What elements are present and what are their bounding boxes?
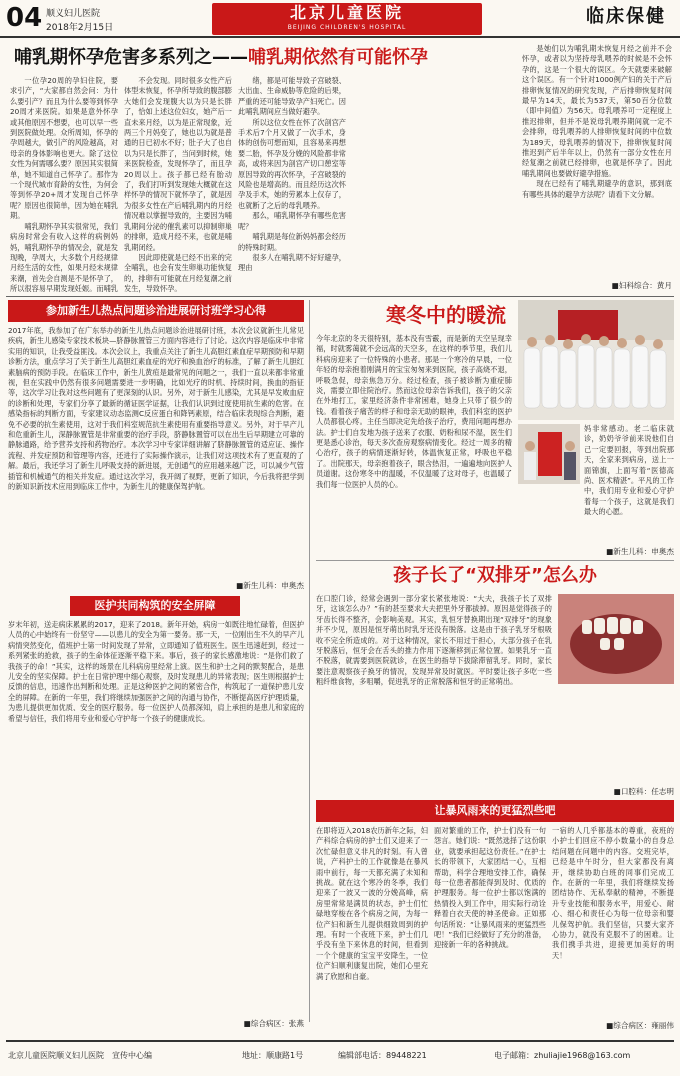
article4-photo-small — [518, 424, 580, 484]
article1-col3 — [238, 76, 346, 294]
article1-col1 — [10, 76, 118, 294]
article1-p2: 哺乳期怀孕其实很常见，我们病房时常会有收入这样的病例妈妈，哺乳期怀孕的情况会，就是发现晚，孕周大，大多数个月经规律月经生活的女性，如果月经未规律来潮，首先会自测是不是怀孕了，所以很容易早期发现妊娠。而哺乳 — [10, 221, 118, 294]
header-rule — [0, 36, 680, 38]
article1-p9: 很多人在哺乳期不好好避孕，理由 — [238, 252, 346, 273]
section-label: 临床保健 — [586, 6, 666, 27]
teeth-photo-icon — [558, 594, 674, 684]
footer-address: 地址：顺康路1号 — [242, 1051, 304, 1060]
article1-p10: 是她们以为哺乳期未恢复月经之前并不会怀孕，或者以为坚持母乳喂养的时候是不会怀孕的，这是一个很大的误区。今天就要来破解这个误区。有一个针对1000例产妇的关于产后排卵恢复情况的研究发现，产后排卵恢复时间最早为14天，最长为537天，第50百分位数（即中间值）为56天。母乳喂养可一定程度上推迟排卵，但并不是说母乳喂养期间就一定不会排卵，母乳喂养的人排卵恢复时间的中位数为189天，母乳喂养的情况下，排卵恢复时间推迟到产后半年以上，仍然有一部分女性在月经复潮之前就已经排卵，也就是怀孕了。因此哺乳期间也要做好避孕措施。 — [522, 44, 672, 178]
article5-photo — [558, 594, 674, 684]
divider-mid-right — [316, 560, 674, 561]
article1-col2 — [124, 76, 232, 294]
article1-p4: 因此即使就是已经不出来的完全哺乳，也会有发生卵巢功能恢复的，排卵有可能就在月经复潮之前发生，导致怀孕。 — [124, 252, 232, 294]
masthead — [212, 3, 482, 35]
footer — [8, 1048, 672, 1064]
article6-byline: ■综合病区：雍丽伟 — [606, 1021, 674, 1030]
article5-title: 孩子长了“双排牙”怎么办 — [393, 565, 597, 586]
article3-title: 医护共同构筑的安全屏障 — [70, 596, 240, 616]
footer-email: 电子邮箱：zhuliajie1968@163.com — [494, 1051, 631, 1060]
article1-title-red: 哺乳期依然有可能怀孕 — [248, 47, 428, 68]
column-divider — [309, 300, 310, 1022]
article4-photo — [518, 300, 674, 420]
article1-p8: 哺乳期是每位新妈妈都会经历的特殊时期。 — [238, 232, 346, 252]
article5-byline: ■口腔科：任志明 — [613, 787, 674, 796]
header-hospital: 顺义妇儿医院 — [46, 9, 101, 19]
banner-photo-icon — [518, 424, 580, 484]
masthead-cn: 北京儿童医院 — [289, 3, 404, 22]
article2-body: 2017年底，我参加了在广东举办的新生儿热点问题诊治进展研讨班，本次会议就新生儿常见疾病，新生儿感染专家技术板块—脐静脉置管三方面内容进行了讨论。这次内容是临床中非常实用的知识，让我受益匪浅。本次会议上，我重点关注了新生儿高胆红素血症早期预防和早期诊断方法，重点学习了关于新生儿高胆红素血症的光疗和换血治疗的标准，了解了新生儿胆红素脑病的预防手段。在临床工作中，新生儿黄疸是最常见的问题之一，我们一直以来都非常重视，但在实践中仍然有很多问题需要进一步明确，比如光疗的时机、持续时间，换血的指征等，这次学习让我对这些问题有了更深刻的认识。另外，对于新生儿感染，尤其是早发败血症的诊断和处理，专家们分享了最新的循证医学证据，让我们认识到过度使用抗生素的危害。在感染指标的判断方面，专家建议动态监测C反应蛋白和降钙素原，结合临床表现综合判断，避免不必要的抗生素使用，这对于我们科室规范抗生素使用有重要指导意义。另外，对于早产儿和危重新生儿，深静脉置管是非常重要的治疗手段，脐静脉置管可以在出生后早期建立可靠的静脉通路，给予营养支持和药物治疗。本次学习中专家详细讲解了脐静脉置管的适应证、操作流程、并发症预防和管理等内容，还进行了实际操作演示，让我们对这项技术有了更直观的了解。最后，我还学习了新生儿呼吸支持的新进展，无创通气的应用越来越广泛，可以减少气管插管和机械通气的相关并发症。通过这次学习，我开阔了视野，更新了知识，今后我将把学到的新知识新技术应用到临床工作中，为新生儿的健康保驾护航。 — [8, 326, 304, 492]
article2-title: 参加新生儿热点问题诊治进展研讨班学习心得 — [8, 300, 304, 322]
article1-p7: 那么，哺乳期怀孕有哪些危害呢？ — [238, 211, 346, 231]
article4-body2: 妈非常感动。老二临床就诊，奶奶爷爷前来说他们自己一定要回报，等到出院那天，全家来到病房，送上一面锦旗，上面写着“医德高尚、医术精湛”。平凡的工作中，我们用专业和爱心守护着每一个孩子，这就是我们最大的心愿。 — [584, 424, 674, 517]
article4-title: 寒冬中的暖流 — [386, 303, 506, 327]
page-header — [0, 0, 680, 38]
divider-top — [6, 296, 674, 297]
article6-title: 让暴风雨来的更猛烈些吧 — [316, 800, 674, 822]
article5-body2 — [558, 688, 674, 784]
article1-p6: 所以这位女性在怀了次剖宫产手术后7个月又做了一次手术，身体的创伤可想而知，且容易来再想要二胎，怀孕及分娩的风险都非常高，或将来因为剖宫产切口憩室等原因导致的再次怀孕，子宫破裂的风险也是增高的。而且经历这次怀孕及手术，她的劳累本上仅存了，也就断了之后的母乳喂养。 — [238, 117, 346, 210]
staff-group-photo-icon — [518, 300, 674, 420]
article3-body: 岁末年初，送走病床累累的2017，迎来了2018。新年开始，病房一如既往地忙碌着，但医护人员的心中始终有一份坚守——以患儿的安全为第一要务。那一天，一位刚出生不久的早产儿病情突然变化，值班护士第一时间发现了异常，立即通知了值班医生。医生迅速赶到，经过一系列紧张的抢救，孩子的生命体征逐渐平稳下来。事后，孩子的家长感激地说：“是你们救了我孩子的命！”其实，这样的场景在儿科病房里经常上演。医生和护士之间的默契配合，是患儿安全的坚实保障。护士在日常护理中细心观察，及时发现患儿的异常表现；医生则根据护士反馈的信息，迅速作出判断和处理。正是这种医护之间的紧密合作，构筑起了一道保护患儿安全的屏障。在新的一年里，我们将继续加强医护之间的沟通与协作，不断提高医疗护理质量，为患儿提供更加优质、安全的医疗服务。每一位医护人员都深知，肩上承担的是患儿和家庭的希望与信任，我们将用专业和爱心守护每一个孩子的健康成长。 — [8, 620, 304, 723]
article5-body: 在口腔门诊，经常会遇到一部分家长紧张地说：“大夫，我孩子长了双排牙，这该怎么办？”有的甚至要求大夫把里外牙都拔掉。原因是觉得孩子的牙齿长得不整齐，会影响美观。其实，乳恒牙替换期出现“双排牙”的现象并不少见，原因是恒牙萌出时乳牙还没有脱落。这是由于孩子乳牙牙根吸收不完全所造成的。对于这种情况，家长不用过于担心，大部分孩子在乳牙脱落后，恒牙会在舌头的推力作用下逐渐移到正常位置。如果乳牙一直不脱落，就需要到医院就诊，在医生的指导下拔除滞留乳牙。同时，家长要注意观察孩子换牙的情况，发现异常及时就医。平时要让孩子多吃一些粗纤维食物，多咀嚼，促进乳牙的正常脱落和恒牙的正常萌出。 — [316, 594, 552, 687]
footer-publisher: 北京儿童医院顺义妇儿医院 宣传中心编 — [8, 1051, 152, 1060]
article1-byline: ■妇科综合：黄月 — [611, 281, 672, 290]
article3-byline: ■综合病区：张燕 — [243, 1019, 304, 1028]
footer-rule — [6, 1040, 674, 1042]
article2-byline: ■新生儿科：申奥杰 — [236, 581, 304, 590]
page-number: 04 — [6, 3, 43, 33]
article6-col3: 一宿的人几乎都基本的尊重，夜班的小护士们回应不停小数量小的自身总结问题在问题中的内容。交班完毕，已经是中午时分，但大家都没有离开，继续协助白班的同事们完成工作。在新的一年里，我们将继续发扬团结协作、无私奉献的精神，不断提升专业技能和服务水平，用爱心、耐心、细心和责任心为每一位母亲和婴儿保驾护航。我们坚信，只要大家齐心协力，就没有克服不了的困难。让我们携手共进，迎接更加美好的明天！ — [552, 826, 674, 960]
article1-col4 — [522, 44, 672, 276]
header-date: 2018年2月15日 — [46, 23, 114, 33]
masthead-en: BEIJING CHILDREN'S HOSPITAL — [287, 24, 407, 31]
article1-p3: 不会发现。同时很多女性产后体型未恢复，怀孕所导致的腹部膨大她们会发现腹大以为只是长胖了，恰如上述这位妇女，她产后一直未来月经，以为是正常现象，近两三个月妈变了，她也以为就是普通的日已初水不好；肚子大了也自以为只是长胖了，当问到时候，她来医院检查，发现怀孕了，而且孕20周以上。孩子都已经有胎动了，我们打听到发现她大概就在这样怀孕的情况下就怀孕了，就是因为很多女性在产后哺乳期内的月经情况难以掌握导致的，主要因为哺乳期间分泌的催乳素可以抑制卵巢的排卵，造成月经不来，也就是哺乳期闭经。 — [124, 76, 232, 252]
article4-byline: ■新生儿科：申奥杰 — [606, 547, 674, 556]
article4-body: 今年北京的冬天很特别，基本没有雪霰，而是新的天空呈现幸福，时就雾蔼就不会远高的天空多，在这样的季节里，我们儿科病房迎来了一位特殊的小患者。那是一个寒冷的早晨，一位年轻的母亲抱着刚满月的宝宝匆匆来到医院，孩子高烧不退，呼吸急促，母亲焦急万分。经过检查，孩子被诊断为重症肺炎，需要立即住院治疗。然而这位母亲告诉我们，孩子的父亲在外地打工，家里经济条件非常困难，她身上只带了很少的钱。看着孩子痛苦的样子和母亲无助的眼神，我们科室的医护人员都很心疼。主任当即决定先给孩子治疗，费用问题再想办法。护士们自发地为孩子送来了衣服、奶粉和尿不湿，医生们更是悉心诊治，每天多次查房观察病情变化。经过一周多的精心治疗，孩子的病情逐渐好转，体温恢复正常，呼吸也平稳了。出院那天，母亲抱着孩子，眼含热泪，一遍遍地向医护人员道谢。这份寒冬中的温暖，不仅温暖了这对母子，也温暖了我们每一位医护人员的心。 — [316, 334, 512, 489]
article1-title — [14, 45, 514, 71]
article1-p1: 一位孕20周的孕妇住院，要求引产，“大家都自然会问：为什么要引产？而且为什么要等到怀孕20周才来医院。如果是意外怀孕或其他原因不想要，也可以早一些到医院做处理。众所周知，怀孕的孕周越大，做引产的风险越高，对母亲的身体影响也更大。除了这位女性为何需哪么要？原因其实很简单，她不知道自己怀孕了。那作为一个现代城市育龄的女性，为何会等到怀孕20+周才发现自己怀孕呢？原因也很简单，因为她在哺乳期。 — [10, 76, 118, 221]
article1-p5: 绪，都是可能导致子宫破裂、大出血、生命威胁等危险的后果，严重的还可能导致孕产妇死亡。因此哺乳期间应当做好避孕。 — [238, 76, 346, 117]
article6-col2: 面对繁重的工作，护士们没有一句怨言。她们说：“既然选择了这份职业，就要承担起这份责任。”在护士长的带领下，大家团结一心，互相帮助，科学合理地安排工作，确保每一位患者都能得到及时、优质的护理服务。每一位护士都以饱满的热情投入到工作中，用实际行动诠释着白衣天使的神圣使命。正如那句话所说：“让暴风雨来的更猛烈些吧！”我们已经做好了充分的准备，迎接新一年的各种挑战。 — [434, 826, 546, 950]
article6-col1: 在即将迈入2018农历新年之际，妇产科综合病房的护士们又迎来了一次忙碌但意义非凡的时刻。有人曾说，产科护士的工作就像是在暴风雨中前行，每一天都充满了未知和挑战。就在这个寒冷的冬季，我们迎来了一波又一波的分娩高峰，病房里常常是满员的状态，护士们忙碌地穿梭在各个病房之间，为每一位产妇和新生儿提供细致周到的护理。有时一个夜班下来，护士们几乎没有坐下来休息的时间，但看到一个个健康的宝宝平安降生，一位位产妇顺利康复出院，她们心里充满了欣慰和自豪。 — [316, 826, 428, 981]
article1-title-black: 哺乳期怀孕危害多系列之—— — [14, 47, 248, 68]
footer-phone: 编辑部电话：89448221 — [338, 1051, 427, 1060]
article1-p11: 现在已经有了哺乳期避孕的意识，那到底有哪些具体的避孕方法呢？请看下文分解。 — [522, 179, 672, 199]
